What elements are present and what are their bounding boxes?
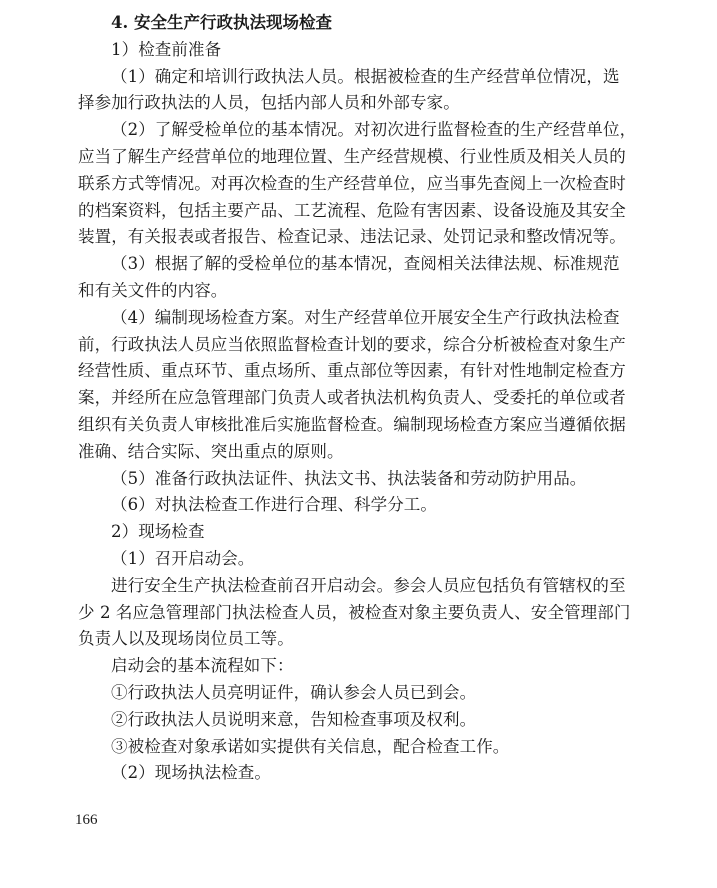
paragraph-line: 少 2 名应急管理部门执法检查人员，被检查对象主要负责人、安全管理部门	[78, 602, 631, 622]
paragraph-line: （2）了解受检单位的基本情况。对初次进行监督检查的生产经营单位，	[111, 120, 637, 140]
paragraph-line: （1）召开启动会。	[111, 548, 255, 568]
paragraph-line: （5）准备行政执法证件、执法文书、执法装备和劳动防护用品。	[111, 468, 587, 488]
section-heading: 4. 安全生产行政执法现场检查	[111, 13, 332, 32]
paragraph-line: 案，并经所在应急管理部门负责人或者执法机构负责人、受委托的单位或者	[78, 388, 626, 408]
paragraph-line: 装置，有关报表或者报告、检查记录、违法记录、处罚记录和整改情况等。	[78, 227, 626, 247]
paragraph-line: （3）根据了解的受检单位的基本情况，查阅相关法律法规、标准规范	[111, 254, 620, 274]
paragraph-line: （1）确定和培训行政执法人员。根据被检查的生产经营单位情况，选	[111, 66, 620, 86]
document-body	[78, 10, 638, 787]
paragraph-line: ③被检查对象承诺如实提供有关信息，配合检查工作。	[111, 736, 510, 756]
paragraph-line: （6）对执法检查工作进行合理、科学分工。	[111, 495, 437, 515]
paragraph-line: 负责人以及现场岗位员工等。	[78, 629, 294, 649]
paragraph-line: 启动会的基本流程如下：	[111, 656, 294, 676]
paragraph-line: 和有关文件的内容。	[78, 280, 228, 300]
paragraph-line: 经营性质、重点环节、重点场所、重点部位等因素，有针对性地制定检查方	[78, 361, 626, 381]
paragraph-line: 择参加行政执法的人员，包括内部人员和外部专家。	[78, 93, 460, 113]
paragraph-line: 1）检查前准备	[111, 39, 222, 59]
paragraph-line: 准确、结合实际、突出重点的原则。	[78, 441, 344, 461]
paragraph-line: ①行政执法人员亮明证件，确认参会人员已到会。	[111, 682, 477, 702]
paragraph-line: 前，行政执法人员应当依照监督检查计划的要求，综合分析被检查对象生产	[78, 334, 626, 354]
paragraph-line: 应当了解生产经营单位的地理位置、生产经营规模、行业性质及相关人员的	[78, 146, 626, 166]
paragraph-line: （2）现场执法检查。	[111, 763, 271, 783]
paragraph-line: 联系方式等情况。对再次检查的生产经营单位，应当事先查阅上一次检查时	[78, 173, 626, 193]
paragraph-line: 2）现场检查	[111, 522, 205, 542]
paragraph-line: （4）编制现场检查方案。对生产经营单位开展安全生产行政执法检查	[111, 307, 620, 327]
paragraph-line: ②行政执法人员说明来意，告知检查事项及权利。	[111, 709, 477, 729]
page-number: 166	[75, 812, 98, 828]
paragraph-line: 的档案资料，包括主要产品、工艺流程、危险有害因素、设备设施及其安全	[78, 200, 626, 220]
paragraph-container	[78, 37, 638, 787]
paragraph-line: 组织有关负责人审核批准后实施监督检查。编制现场检查方案应当遵循依据	[78, 414, 626, 434]
paragraph-line: 进行安全生产执法检查前召开启动会。参会人员应包括负有管辖权的至	[111, 575, 626, 595]
